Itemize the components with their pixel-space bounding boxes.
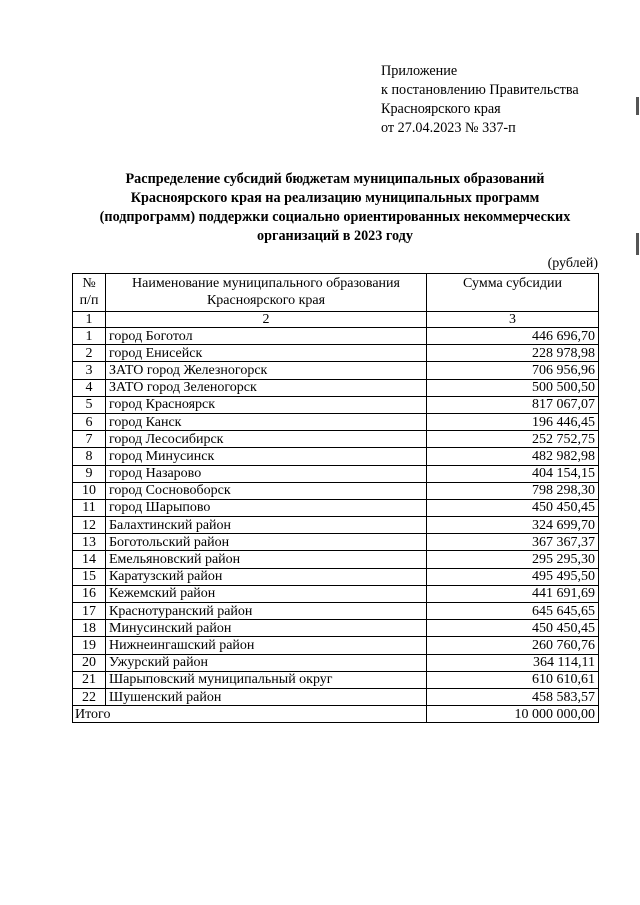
header-number-line: № xyxy=(82,276,96,291)
total-amount: 10 000 000,00 xyxy=(427,706,599,723)
table-row xyxy=(73,345,599,362)
table-row xyxy=(73,620,599,637)
row-number: 20 xyxy=(73,654,106,671)
row-number: 7 xyxy=(73,431,106,448)
subsidy-amount: 446 696,70 xyxy=(427,328,599,345)
subsidy-amount: 645 645,65 xyxy=(427,603,599,620)
municipality-name: Краснотуранский район xyxy=(106,603,427,620)
row-number: 1 xyxy=(73,328,106,345)
municipality-name: город Назарово xyxy=(106,465,427,482)
table-row xyxy=(73,603,599,620)
table-row xyxy=(73,482,599,499)
header-name-line: Красноярского края xyxy=(206,293,326,308)
header-name xyxy=(106,274,427,312)
subsidy-amount: 610 610,61 xyxy=(427,671,599,688)
subsidy-table xyxy=(72,273,599,723)
municipality-name: Нижнеингашский район xyxy=(106,637,427,654)
table-row xyxy=(73,379,599,396)
header-sum: Сумма субсидии xyxy=(427,274,599,312)
row-number: 6 xyxy=(73,413,106,430)
subsidy-amount: 404 154,15 xyxy=(427,465,599,482)
row-number: 10 xyxy=(73,482,106,499)
header-number-line: п/п xyxy=(79,293,99,308)
subsidy-amount: 295 295,30 xyxy=(427,551,599,568)
municipality-name: ЗАТО город Зеленогорск xyxy=(106,379,427,396)
row-number: 13 xyxy=(73,534,106,551)
column-number-row xyxy=(73,312,599,328)
subsidy-amount: 367 367,37 xyxy=(427,534,599,551)
municipality-name: город Боготол xyxy=(106,328,427,345)
row-number: 5 xyxy=(73,396,106,413)
column-number: 1 xyxy=(73,312,106,328)
header-number xyxy=(73,274,106,312)
subsidy-amount: 252 752,75 xyxy=(427,431,599,448)
units-label: (рублей) xyxy=(547,256,598,271)
appendix-line: к постановлению Правительства xyxy=(381,82,579,98)
municipality-name: город Сосновоборск xyxy=(106,482,427,499)
row-number: 8 xyxy=(73,448,106,465)
table-row xyxy=(73,534,599,551)
municipality-name: Шарыповский муниципальный округ xyxy=(106,671,427,688)
municipality-name: Каратузский район xyxy=(106,568,427,585)
table-row xyxy=(73,654,599,671)
row-number: 15 xyxy=(73,568,106,585)
subsidy-amount: 450 450,45 xyxy=(427,499,599,516)
table-row xyxy=(73,362,599,379)
title-line: Распределение субсидий бюджетам муниципальных образований xyxy=(125,171,545,187)
row-number: 22 xyxy=(73,688,106,705)
table-header-row xyxy=(73,274,599,312)
document-title xyxy=(70,170,600,246)
subsidy-amount: 260 760,76 xyxy=(427,637,599,654)
table-row xyxy=(73,551,599,568)
appendix-line: Красноярского края xyxy=(381,101,501,117)
table-row xyxy=(73,568,599,585)
municipality-name: город Шарыпово xyxy=(106,499,427,516)
table-row xyxy=(73,499,599,516)
table-row xyxy=(73,328,599,345)
row-number: 3 xyxy=(73,362,106,379)
municipality-name: Боготольский район xyxy=(106,534,427,551)
total-label: Итого xyxy=(73,706,427,723)
row-number: 19 xyxy=(73,637,106,654)
header-name-line: Наименование муниципального образования xyxy=(132,276,400,291)
table-row xyxy=(73,637,599,654)
subsidy-amount: 798 298,30 xyxy=(427,482,599,499)
table-row xyxy=(73,688,599,705)
subsidy-amount: 324 699,70 xyxy=(427,517,599,534)
table-row xyxy=(73,671,599,688)
title-line: организаций в 2023 году xyxy=(257,228,413,244)
table-row xyxy=(73,585,599,602)
subsidy-amount: 495 495,50 xyxy=(427,568,599,585)
column-number: 2 xyxy=(106,312,427,328)
row-number: 14 xyxy=(73,551,106,568)
title-line: Красноярского края на реализацию муниципальных программ xyxy=(130,190,540,206)
municipality-name: город Канск xyxy=(106,413,427,430)
appendix-line: от 27.04.2023 № 337-п xyxy=(381,120,516,136)
title-line: (подпрограмм) поддержки социально ориентированных некоммерческих xyxy=(99,209,571,225)
total-row xyxy=(73,706,599,723)
subsidy-amount: 482 982,98 xyxy=(427,448,599,465)
row-number: 21 xyxy=(73,671,106,688)
municipality-name: Емельяновский район xyxy=(106,551,427,568)
row-number: 2 xyxy=(73,345,106,362)
scan-edge-mark xyxy=(636,233,639,255)
subsidy-amount: 458 583,57 xyxy=(427,688,599,705)
municipality-name: город Енисейск xyxy=(106,345,427,362)
municipality-name: город Красноярск xyxy=(106,396,427,413)
row-number: 12 xyxy=(73,517,106,534)
table-row xyxy=(73,465,599,482)
table-row xyxy=(73,448,599,465)
table-row xyxy=(73,517,599,534)
subsidy-amount: 441 691,69 xyxy=(427,585,599,602)
scan-edge-mark xyxy=(636,97,639,115)
municipality-name: Балахтинский район xyxy=(106,517,427,534)
subsidy-amount: 450 450,45 xyxy=(427,620,599,637)
row-number: 18 xyxy=(73,620,106,637)
municipality-name: город Лесосибирск xyxy=(106,431,427,448)
subsidy-amount: 196 446,45 xyxy=(427,413,599,430)
subsidy-amount: 500 500,50 xyxy=(427,379,599,396)
row-number: 17 xyxy=(73,603,106,620)
municipality-name: Ужурский район xyxy=(106,654,427,671)
municipality-name: Минусинский район xyxy=(106,620,427,637)
row-number: 16 xyxy=(73,585,106,602)
row-number: 4 xyxy=(73,379,106,396)
appendix-line: Приложение xyxy=(381,63,458,79)
municipality-name: ЗАТО город Железногорск xyxy=(106,362,427,379)
appendix-block xyxy=(381,62,611,138)
row-number: 11 xyxy=(73,499,106,516)
subsidy-amount: 706 956,96 xyxy=(427,362,599,379)
row-number: 9 xyxy=(73,465,106,482)
subsidy-amount: 364 114,11 xyxy=(427,654,599,671)
table-row xyxy=(73,396,599,413)
subsidy-amount: 817 067,07 xyxy=(427,396,599,413)
table-row xyxy=(73,431,599,448)
municipality-name: город Минусинск xyxy=(106,448,427,465)
column-number: 3 xyxy=(427,312,599,328)
table-row xyxy=(73,413,599,430)
municipality-name: Шушенский район xyxy=(106,688,427,705)
subsidy-amount: 228 978,98 xyxy=(427,345,599,362)
municipality-name: Кежемский район xyxy=(106,585,427,602)
